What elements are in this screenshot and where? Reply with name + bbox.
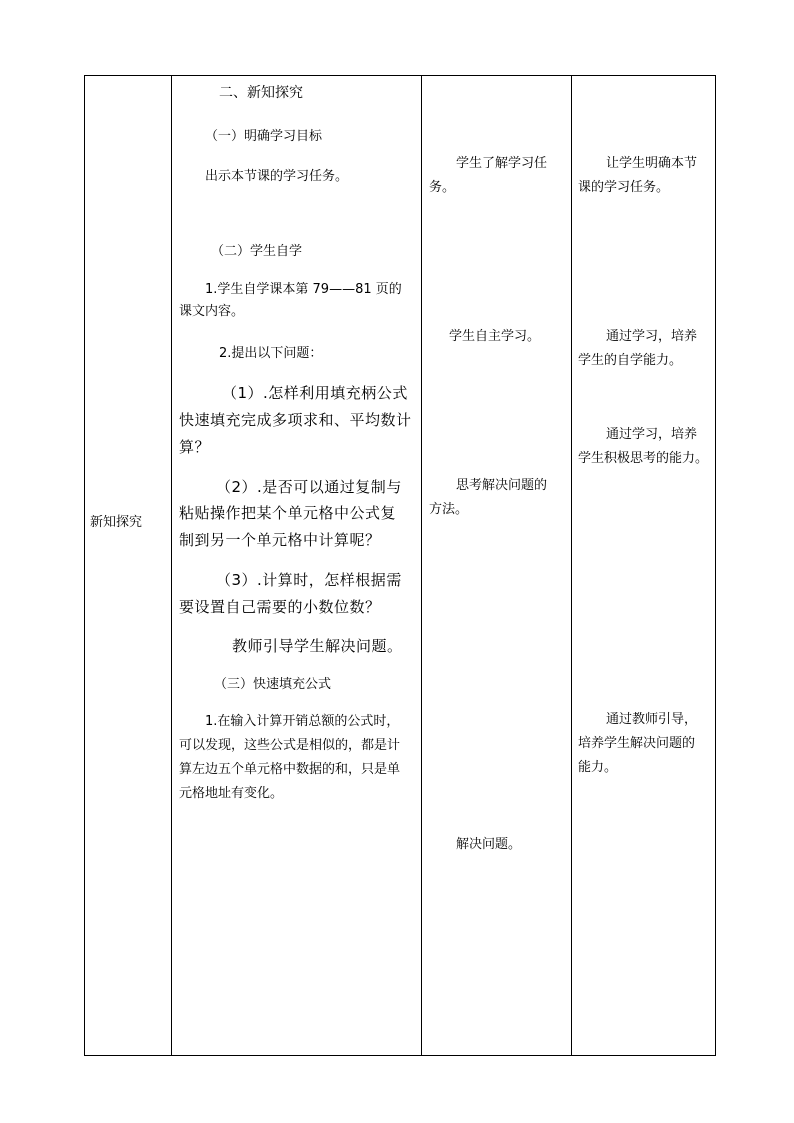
design-intent-2-line-2: 学生的自学能力。 (578, 353, 683, 368)
student-activity-2: 学生自主学习。 (449, 329, 541, 344)
student-activity-4: 解决问题。 (456, 837, 522, 852)
table-border-top (84, 75, 716, 76)
section-heading: 二、新知探究 (219, 85, 303, 101)
fill-formula-para-line-3: 算左边五个单元格中数据的和，只是单 (179, 762, 401, 777)
design-intent-3-line-2: 学生积极思考的能力。 (578, 451, 709, 466)
table-border-bottom (84, 1055, 716, 1056)
question-3-line-1: （3）.计算时，怎样根据需 (216, 571, 402, 589)
fill-formula-para-line-1: 1.在输入计算开销总额的公式时， (205, 714, 400, 729)
student-activity-3-line-1: 思考解决问题的 (456, 478, 548, 493)
design-intent-4-line-2: 培养学生解决问题的 (578, 736, 696, 751)
column-divider-1 (171, 75, 172, 1056)
student-activity-1-line-2: 务。 (429, 180, 456, 195)
self-study-item-1-line-1: 1.学生自学课本第 79——81 页的 (205, 282, 402, 297)
column-divider-2 (421, 75, 422, 1056)
question-1-line-1: （1）.怎样利用填充柄公式 (222, 384, 408, 402)
question-2-line-2: 粘贴操作把某个单元格中公式复 (179, 504, 397, 522)
question-2-line-1: （2）.是否可以通过复制与 (216, 478, 402, 496)
table-border-left (84, 75, 85, 1056)
design-intent-1-line-1: 让学生明确本节 (606, 156, 698, 171)
design-intent-4-line-3: 能力。 (578, 760, 618, 775)
student-activity-3-line-2: 方法。 (429, 502, 469, 517)
subsection-2-title: （二）学生自学 (211, 244, 303, 259)
self-study-item-1-line-2: 课文内容。 (179, 304, 245, 319)
stage-label: 新知探究 (90, 515, 143, 530)
design-intent-2-line-1: 通过学习，培养 (606, 329, 698, 344)
question-2-line-3: 制到另一个单元格中计算呢？ (179, 531, 381, 549)
design-intent-4-line-1: 通过教师引导， (606, 712, 698, 727)
question-1-line-3: 算？ (179, 438, 211, 456)
self-study-item-2: 2.提出以下问题： (219, 346, 323, 361)
student-activity-1-line-1: 学生了解学习任 (456, 156, 548, 171)
design-intent-1-line-2: 课的学习任务。 (578, 180, 670, 195)
subsection-3-title: （三）快速填充公式 (214, 677, 332, 692)
table-border-right (715, 75, 716, 1056)
fill-formula-para-line-2: 可以发现，这些公式是相似的，都是计 (179, 738, 401, 753)
column-divider-3 (571, 75, 572, 1056)
design-intent-3-line-1: 通过学习，培养 (606, 427, 698, 442)
question-3-line-2: 要设置自己需要的小数位数？ (179, 598, 381, 616)
subsection-1-title: （一）明确学习目标 (205, 129, 323, 144)
fill-formula-para-line-4: 元格地址有变化。 (179, 786, 284, 801)
question-1-line-2: 快速填充完成多项求和、平均数计 (179, 411, 412, 429)
teacher-guide-text: 教师引导学生解决问题。 (232, 637, 403, 655)
subsection-1-text: 出示本节课的学习任务。 (205, 169, 349, 184)
